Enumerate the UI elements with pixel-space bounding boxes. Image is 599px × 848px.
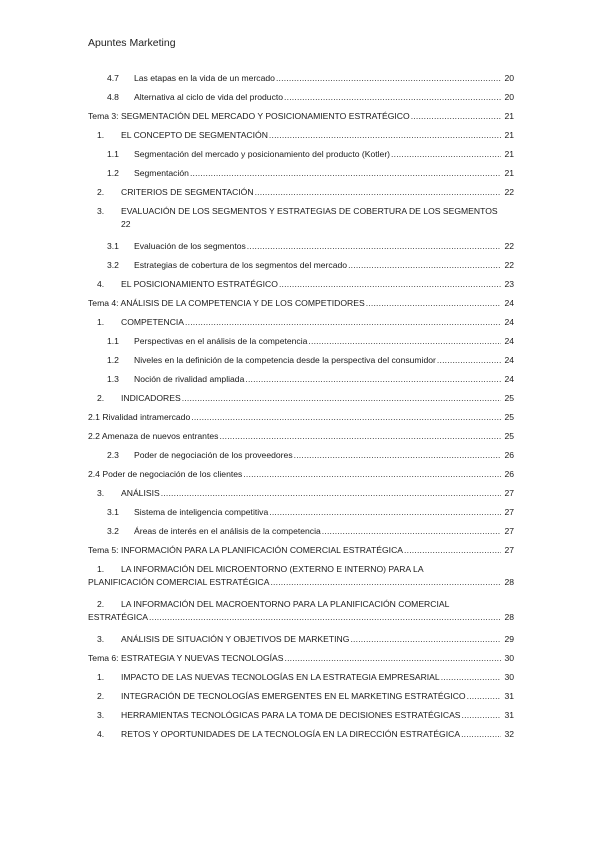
toc-entry[interactable] — [88, 187, 514, 198]
toc-entry[interactable] — [88, 653, 514, 664]
dot-leader — [245, 374, 501, 385]
toc-page-number: 24 — [504, 355, 514, 365]
toc-entry-number: 2. — [97, 599, 105, 609]
toc-entry-row — [88, 130, 514, 141]
dot-leader — [279, 279, 501, 290]
toc-entry-number: 1.3 — [107, 374, 119, 384]
toc-entry[interactable] — [88, 73, 514, 84]
dot-leader — [322, 526, 501, 537]
toc-entry-number: 2. — [97, 393, 105, 403]
toc-entry[interactable] — [88, 317, 514, 328]
toc-entry-number: 1. — [97, 130, 105, 140]
toc-entry-label: EL CONCEPTO DE SEGMENTACIÓN — [121, 130, 268, 140]
toc-entry-row — [88, 279, 514, 290]
toc-page-number: 24 — [504, 298, 514, 308]
toc-entry-number: 3. — [97, 206, 105, 216]
dot-leader — [350, 634, 501, 645]
toc-page-number: 22 — [504, 260, 514, 270]
toc-entry-row — [88, 336, 514, 347]
toc-entry-number: 4.8 — [107, 92, 119, 102]
toc-entry-label: LA INFORMACIÓN DEL MACROENTORNO PARA LA PLANIFICACIÓN COMERCIAL — [121, 599, 450, 609]
toc-entry-number: 4.7 — [107, 73, 119, 83]
dot-leader — [285, 653, 502, 664]
toc-page-number: 25 — [504, 412, 514, 422]
toc-entry-label: Alternativa al ciclo de vida del producto — [134, 92, 284, 102]
toc-page-number: 21 — [504, 111, 514, 121]
dot-leader — [219, 431, 501, 442]
toc-page-number: 25 — [504, 431, 514, 441]
toc-entry[interactable] — [88, 634, 514, 645]
toc-entry[interactable] — [88, 149, 514, 160]
toc-entry-row — [88, 431, 514, 442]
toc-page-number: 22 — [504, 187, 514, 197]
toc-entry[interactable] — [88, 298, 514, 309]
toc-entry-row — [88, 241, 514, 252]
dot-leader — [149, 612, 501, 623]
dot-leader — [185, 317, 501, 328]
toc-entry-row — [88, 111, 514, 122]
dot-leader — [441, 672, 501, 683]
toc-entry[interactable] — [88, 393, 514, 404]
toc-page-number: 24 — [504, 317, 514, 327]
dot-leader — [411, 111, 501, 122]
toc-entry-row — [88, 260, 514, 271]
toc-page-number: 31 — [504, 691, 514, 701]
dot-leader — [247, 241, 501, 252]
toc-entry-row — [88, 710, 514, 721]
toc-entry-label: ANÁLISIS — [121, 488, 160, 498]
toc-entry[interactable] — [88, 564, 514, 588]
toc-entry-number: 2. — [97, 691, 105, 701]
toc-page-number: 27 — [504, 507, 514, 517]
toc-entry-number: 1. — [97, 672, 105, 682]
toc-entry-number: 4. — [97, 279, 105, 289]
dot-leader — [294, 450, 501, 461]
toc-entry-label: Niveles en la definición de la competencia desde la perspectiva del consumidor — [134, 355, 436, 365]
toc-entry[interactable] — [88, 374, 514, 385]
toc-entry-label-continuation: ESTRATÉGICA — [88, 612, 149, 622]
toc-entry-label: INTEGRACIÓN DE TECNOLOGÍAS EMERGENTES EN EL MARKETING ESTRATÉGICO — [121, 691, 466, 701]
toc-page-number: 20 — [504, 92, 514, 102]
toc-entry-label: Segmentación del mercado y posicionamiento del producto (Kotler) — [134, 149, 391, 159]
toc-entry[interactable] — [88, 469, 514, 480]
dot-leader — [190, 168, 501, 179]
toc-entry-row — [88, 73, 514, 84]
toc-entry[interactable] — [88, 450, 514, 461]
dot-leader — [270, 577, 501, 588]
toc-page-number: 27 — [504, 488, 514, 498]
dot-leader — [437, 355, 501, 366]
toc-page-number: 32 — [504, 729, 514, 739]
toc-entry-label: Tema 6: ESTRATEGIA Y NUEVAS TECNOLOGÍAS — [88, 653, 284, 663]
toc-entry-row — [88, 526, 514, 537]
toc-entry-number: 4. — [97, 729, 105, 739]
toc-entry-label: IMPACTO DE LAS NUEVAS TECNOLOGÍAS EN LA ESTRATEGIA EMPRESARIAL — [121, 672, 440, 682]
toc-entry-row — [88, 92, 514, 103]
toc-entry-label: Evaluación de los segmentos — [134, 241, 246, 251]
dot-leader — [269, 507, 501, 518]
toc-entry-label: Las etapas en la vida de un mercado — [134, 73, 275, 83]
toc-page-number: 28 — [504, 612, 514, 622]
toc-entry-label: LA INFORMACIÓN DEL MICROENTORNO (EXTERNO E INTERNO) PARA LA — [121, 564, 424, 574]
toc-entry[interactable] — [88, 412, 514, 423]
toc-page-number: 26 — [504, 450, 514, 460]
toc-entry-row — [88, 488, 514, 499]
toc-entry[interactable] — [88, 260, 514, 271]
toc-entry-label: Noción de rivalidad ampliada — [134, 374, 245, 384]
toc-entry-row — [88, 564, 514, 575]
toc-entry-continuation-row — [88, 612, 514, 623]
dot-leader — [191, 412, 501, 423]
dot-leader — [391, 149, 501, 160]
toc-page-number: 27 — [504, 526, 514, 536]
toc-entry-label: EVALUACIÓN DE LOS SEGMENTOS Y ESTRATEGIAS DE COBERTURA DE LOS SEGMENTOS — [121, 206, 498, 216]
toc-entry-row — [88, 450, 514, 461]
dot-leader — [276, 73, 501, 84]
dot-leader — [182, 393, 501, 404]
toc-page-number: 30 — [504, 672, 514, 682]
toc-entry-label: Áreas de interés en el análisis de la competencia — [134, 526, 321, 536]
toc-entry-continuation-row — [88, 219, 514, 230]
toc-entry[interactable] — [88, 545, 514, 556]
toc-entry-continuation-row — [88, 577, 514, 588]
toc-entry-label: Estrategias de cobertura de los segmentos del mercado — [134, 260, 348, 270]
toc-entry-label: Perspectivas en el análisis de la competencia — [134, 336, 308, 346]
toc-page-number: 28 — [504, 577, 514, 587]
toc-page-number: 24 — [504, 374, 514, 384]
toc-entry-row — [88, 672, 514, 683]
toc-entry-row — [88, 187, 514, 198]
toc-entry-number: 1. — [97, 564, 105, 574]
toc-entry[interactable] — [88, 526, 514, 537]
dot-leader — [161, 488, 501, 499]
toc-page-number: 29 — [504, 634, 514, 644]
toc-entry-number: 3.2 — [107, 260, 119, 270]
toc-entry-row — [88, 393, 514, 404]
toc-page-number: 21 — [504, 130, 514, 140]
toc-page-number: 31 — [504, 710, 514, 720]
toc-entry-row — [88, 412, 514, 423]
toc-page-number: 25 — [504, 393, 514, 403]
toc-entry-number: 1.1 — [107, 336, 119, 346]
page-header-title: Apuntes Marketing — [88, 37, 176, 49]
toc-entry-label: RETOS Y OPORTUNIDADES DE LA TECNOLOGÍA EN LA DIRECCIÓN ESTRATÉGICA — [121, 729, 461, 739]
toc-entry-row — [88, 374, 514, 385]
dot-leader — [366, 298, 501, 309]
toc-entry-label: Tema 3: SEGMENTACIÓN DEL MERCADO Y POSICIONAMIENTO ESTRATÉGICO — [88, 111, 410, 121]
toc-entry[interactable] — [88, 507, 514, 518]
toc-entry[interactable] — [88, 691, 514, 702]
dot-leader — [269, 130, 501, 141]
toc-entry-number: 3.2 — [107, 526, 119, 536]
toc-entry-label: Sistema de inteligencia competitiva — [134, 507, 269, 517]
toc-entry-number: 3.1 — [107, 241, 119, 251]
toc-entry-row — [88, 653, 514, 664]
toc-page-number: 22 — [504, 241, 514, 251]
toc-entry[interactable] — [88, 488, 514, 499]
dot-leader — [404, 545, 501, 556]
toc-entry-label: ANÁLISIS DE SITUACIÓN Y OBJETIVOS DE MARKETING — [121, 634, 350, 644]
dot-leader — [308, 336, 501, 347]
toc-entry-number: 1.2 — [107, 168, 119, 178]
toc-entry-label: CRITERIOS DE SEGMENTACIÓN — [121, 187, 254, 197]
toc-entry-row — [88, 168, 514, 179]
toc-entry-row — [88, 469, 514, 480]
toc-entry-row — [88, 507, 514, 518]
toc-entry-row — [88, 355, 514, 366]
toc-entry-number: 3. — [97, 488, 105, 498]
toc-entry-label: 2.4 Poder de negociación de los clientes — [88, 469, 243, 479]
toc-entry-number: 1. — [97, 317, 105, 327]
toc-entry[interactable] — [88, 710, 514, 721]
toc-entry[interactable] — [88, 168, 514, 179]
toc-entry[interactable] — [88, 355, 514, 366]
toc-entry[interactable] — [88, 111, 514, 122]
toc-page-number: 27 — [504, 545, 514, 555]
toc-entry[interactable] — [88, 599, 514, 623]
toc-entry[interactable] — [88, 206, 514, 230]
toc-entry-number: 2. — [97, 187, 105, 197]
toc-entry-label: Tema 4: ANÁLISIS DE LA COMPETENCIA Y DE LOS COMPETIDORES — [88, 298, 365, 308]
toc-entry-row — [88, 298, 514, 309]
toc-entry-row — [88, 691, 514, 702]
toc-page-number: 23 — [504, 279, 514, 289]
toc-entry-label: Segmentación — [134, 168, 189, 178]
toc-entry-row — [88, 634, 514, 645]
toc-entry-label: COMPETENCIA — [121, 317, 185, 327]
toc-entry[interactable] — [88, 130, 514, 141]
toc-page-number: 22 — [121, 219, 131, 229]
toc-entry-number: 3.1 — [107, 507, 119, 517]
toc-entry-label: HERRAMIENTAS TECNOLÓGICAS PARA LA TOMA DE DECISIONES ESTRATÉGICAS — [121, 710, 461, 720]
toc-page-number: 20 — [504, 73, 514, 83]
dot-leader — [461, 729, 501, 740]
dot-leader — [348, 260, 501, 271]
toc-page-number: 21 — [504, 168, 514, 178]
toc-entry[interactable] — [88, 672, 514, 683]
dot-leader — [284, 92, 501, 103]
toc-entry-row — [88, 149, 514, 160]
dot-leader — [243, 469, 501, 480]
toc-entry-row — [88, 729, 514, 740]
toc-entry-label-continuation: PLANIFICACIÓN COMERCIAL ESTRATÉGICA — [88, 577, 270, 587]
dot-leader — [462, 710, 501, 721]
toc-entry-number: 3. — [97, 634, 105, 644]
dot-leader — [255, 187, 501, 198]
toc-entry-label: Tema 5: INFORMACIÓN PARA LA PLANIFICACIÓN COMERCIAL ESTRATÉGICA — [88, 545, 404, 555]
toc-entry-label: 2.2 Amenaza de nuevos entrantes — [88, 431, 219, 441]
toc-entry-label: INDICADORES — [121, 393, 181, 403]
toc-entry-label: 2.1 Rivalidad intramercado — [88, 412, 191, 422]
toc-entry[interactable] — [88, 729, 514, 740]
toc-entry-row — [88, 545, 514, 556]
toc-entry-number: 3. — [97, 710, 105, 720]
toc-entry-number: 1.1 — [107, 149, 119, 159]
toc-entry-label: Poder de negociación de los proveedores — [134, 450, 293, 460]
toc-entry[interactable] — [88, 279, 514, 290]
toc-page-number: 26 — [504, 469, 514, 479]
toc-entry-number: 1.2 — [107, 355, 119, 365]
toc-page-number: 30 — [504, 653, 514, 663]
toc-page-number: 21 — [504, 149, 514, 159]
toc-entry[interactable] — [88, 431, 514, 442]
toc-entry-row — [88, 317, 514, 328]
toc-entry-label: EL POSICIONAMIENTO ESTRATÉGICO — [121, 279, 278, 289]
toc-page-number: 24 — [504, 336, 514, 346]
dot-leader — [467, 691, 501, 702]
toc-entry-row — [88, 599, 514, 610]
toc-entry[interactable] — [88, 92, 514, 103]
toc-entry-row — [88, 206, 514, 217]
toc-entry[interactable] — [88, 336, 514, 347]
toc-entry-number: 2.3 — [107, 450, 119, 460]
toc-entry[interactable] — [88, 241, 514, 252]
